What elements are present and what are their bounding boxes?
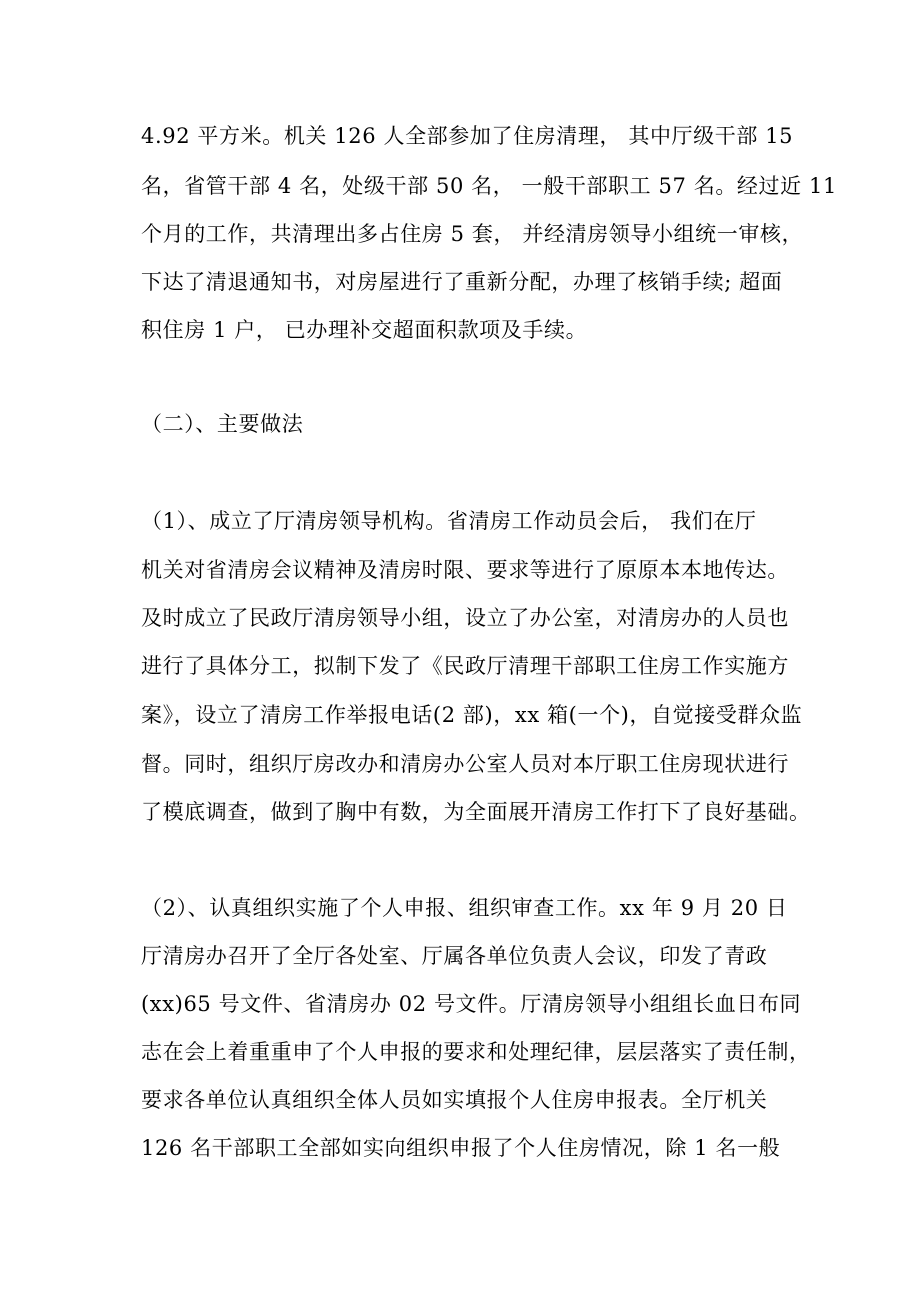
paragraph-4-line-5: 要求各单位认真组织全体人员如实填报个人住房申报表。全厅机关 [141, 1088, 768, 1112]
paragraph-3-line-1: （1）、成立了厅清房领导机构。省清房工作动员会后， 我们在厅 [141, 509, 757, 533]
paragraph-1-line-3: 个月的工作，共清理出多占住房 5 套， 并经清房领导小组统一审核， [141, 222, 804, 246]
section-heading: （二）、主要做法 [141, 412, 304, 436]
paragraph-1-line-4: 下达了清退通知书，对房屋进行了重新分配，办理了核销手续; 超面 [141, 270, 783, 294]
paragraph-1-line-5: 积住房 1 户， 已办理补交超面积款项及手续。 [141, 318, 588, 342]
paragraph-4-line-4: 志在会上着重重申了个人申报的要求和处理纪律，层层落实了责任制， [141, 1040, 811, 1064]
paragraph-3-line-7: 了模底调查，做到了胸中有数，为全面展开清房工作打下了良好基础。 [141, 800, 811, 824]
paragraph-3-line-6: 督。同时，组织厅房改办和清房办公室人员对本厅职工住房现状进行 [141, 752, 789, 776]
paragraph-1-line-2: 名，省管干部 4 名，处级干部 50 名， 一般干部职工 57 名。经过近 11 [141, 174, 837, 198]
paragraph-3-line-3: 及时成立了民政厅清房领导小组，设立了办公室，对清房办的人员也 [141, 606, 789, 630]
paragraph-4-line-1: （2）、认真组织实施了个人申报、组织审查工作。xx 年 9 月 20 日 [141, 896, 788, 920]
paragraph-4-line-6: 126 名干部职工全部如实向组织申报了个人住房情况，除 1 名一般 [141, 1136, 781, 1160]
paragraph-1-line-1: 4.92 平方米。机关 126 人全部参加了住房清理， 其中厅级干部 15 [141, 124, 794, 148]
paragraph-4-line-3: (xx)65 号文件、省清房办 02 号文件。厅清房领导小组组长血日布同 [141, 992, 802, 1016]
paragraph-4-line-2: 厅清房办召开了全厅各处室、厅属各单位负责人会议，印发了青政 [141, 944, 768, 968]
paragraph-3-line-2: 机关对省清房会议精神及清房时限、要求等进行了原原本本地传达。 [141, 558, 789, 582]
paragraph-3-line-5: 案》，设立了清房工作举报电话(2 部)，xx 箱(一个)，自觉接受群众监 [141, 703, 803, 727]
paragraph-3-line-4: 进行了具体分工，拟制下发了《民政厅清理干部职工住房工作实施方 [141, 654, 789, 678]
